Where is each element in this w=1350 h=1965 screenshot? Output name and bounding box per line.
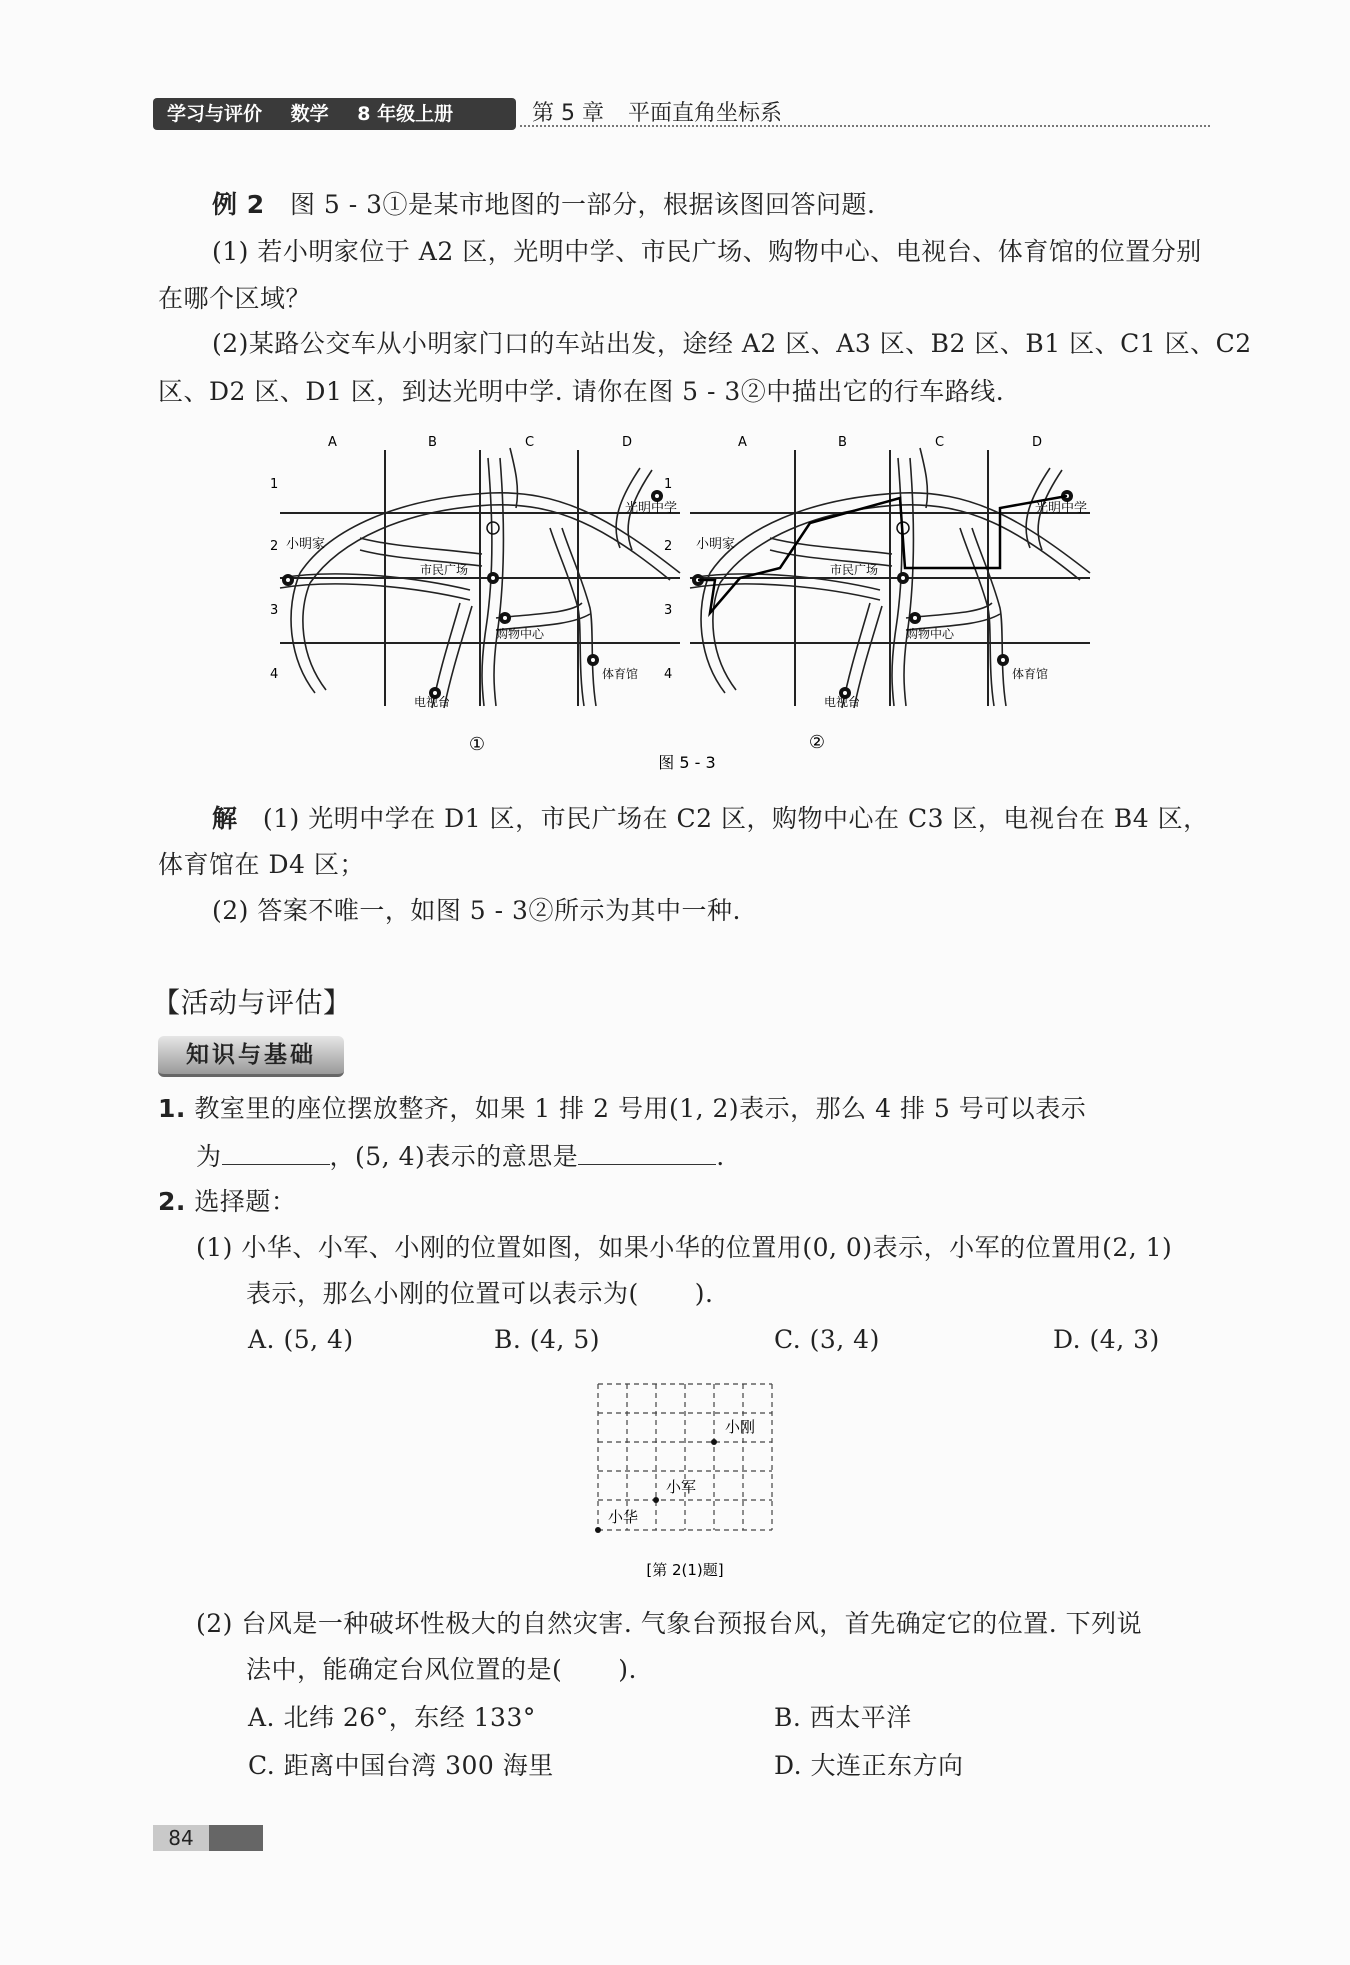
row-label: 4 bbox=[270, 667, 279, 682]
place-xiaoming: 小明家 bbox=[286, 537, 326, 552]
q1-text: 教室里的座位摆放整齐，如果 1 排 2 号用(1, 2)表示，那么 4 排 5 号可以表示 bbox=[194, 1094, 1087, 1123]
q2-s2-line1: (2) 台风是一种破坏性极大的自然灾害. 气象台预报台风，首先确定它的位置. 下列说 bbox=[196, 1609, 1143, 1638]
col-label: A bbox=[738, 435, 747, 450]
col-label: D bbox=[622, 435, 633, 450]
q2-s1-option-d[interactable]: D. (4, 3) bbox=[1053, 1325, 1160, 1354]
header-chapter-title: 平面直角坐标系 bbox=[627, 101, 782, 126]
map-2 bbox=[664, 435, 1090, 753]
q2-s2-option-a[interactable]: A. 北纬 26°，东经 133° bbox=[248, 1703, 536, 1732]
col-label: A bbox=[328, 435, 337, 450]
q2-s1-text-b: ). bbox=[694, 1279, 714, 1308]
col-label: D bbox=[1032, 435, 1043, 450]
q1-text-a: 为 bbox=[196, 1142, 222, 1171]
place-guangming: 光明中学 bbox=[1035, 501, 1088, 516]
q2-number: 2. bbox=[158, 1187, 186, 1216]
col-label: B bbox=[838, 435, 847, 450]
q1-answer-blank-2[interactable] bbox=[578, 1140, 716, 1165]
label-xiaojun: 小军 bbox=[666, 1478, 697, 1496]
header-subject: 数学 bbox=[290, 103, 329, 125]
row-label: 3 bbox=[664, 603, 673, 618]
q2-s2-text-b: ). bbox=[618, 1655, 637, 1684]
q2-s2-line2 bbox=[246, 1654, 637, 1686]
q2-s1-option-a[interactable]: A. (5, 4) bbox=[248, 1325, 354, 1354]
place-tiyu: 体育馆 bbox=[1012, 667, 1049, 681]
header-book-title: 学习与评价 bbox=[167, 103, 263, 125]
row-label: 2 bbox=[664, 539, 673, 554]
grid-caption: [第 2(1)题] bbox=[646, 1561, 724, 1578]
place-guangming: 光明中学 bbox=[625, 501, 678, 516]
q1-line2 bbox=[196, 1140, 725, 1173]
place-shimin: 市民广场 bbox=[830, 563, 879, 577]
solution-label: 解 bbox=[212, 804, 238, 833]
point-xiaojun bbox=[653, 1497, 659, 1503]
q2-s1-option-c[interactable]: C. (3, 4) bbox=[774, 1325, 880, 1354]
q2-title-line bbox=[158, 1186, 296, 1218]
figure-5-3 bbox=[260, 428, 1100, 783]
solution-line2: 体育馆在 D4 区； bbox=[158, 850, 365, 879]
label-xiaogang: 小刚 bbox=[725, 1418, 756, 1436]
place-dianshi: 电视台 bbox=[823, 695, 861, 709]
q1-line1 bbox=[158, 1093, 1086, 1125]
q2-s2-option-c[interactable]: C. 距离中国台湾 300 海里 bbox=[248, 1751, 554, 1780]
q2-s2-option-d[interactable]: D. 大连正东方向 bbox=[774, 1751, 964, 1780]
solution-a1: (1) 光明中学在 D1 区，市民广场在 C2 区，购物中心在 C3 区，电视台在 B4 区， bbox=[262, 804, 1209, 833]
example-q1-line1: (1) 若小明家位于 A2 区，光明中学、市民广场、购物中心、电视台、体育馆的位置分别 bbox=[212, 237, 1202, 266]
col-label: C bbox=[935, 435, 945, 450]
q1-text-c: . bbox=[716, 1142, 725, 1171]
label-xiaohua: 小华 bbox=[608, 1508, 639, 1526]
map-1 bbox=[270, 435, 680, 755]
place-gouwu: 购物中心 bbox=[906, 627, 955, 641]
row-label: 1 bbox=[270, 477, 279, 492]
activity-subtitle: 知识与基础 bbox=[158, 1036, 344, 1077]
solution-line1 bbox=[212, 803, 1209, 835]
header-grade: 8 年级上册 bbox=[357, 103, 454, 125]
col-label: C bbox=[525, 435, 535, 450]
q2-s1-line2 bbox=[246, 1278, 713, 1310]
row-label: 3 bbox=[270, 603, 279, 618]
row-label: 1 bbox=[664, 477, 673, 492]
q2-s1-text-a: 表示，那么小刚的位置可以表示为( bbox=[246, 1279, 639, 1308]
map-1-label: ① bbox=[468, 734, 486, 755]
place-shimin: 市民广场 bbox=[420, 563, 469, 577]
header-dotted-rule bbox=[520, 125, 1210, 127]
q1-text-b: ，(5, 4)表示的意思是 bbox=[329, 1142, 579, 1171]
col-label: B bbox=[428, 435, 437, 450]
point-xiaohua bbox=[595, 1527, 601, 1533]
example-intro: 图 5 - 3①是某市地图的一部分，根据该图回答问题. bbox=[289, 190, 876, 219]
q2-s2-option-b[interactable]: B. 西太平洋 bbox=[774, 1703, 912, 1732]
place-gouwu: 购物中心 bbox=[496, 627, 545, 641]
q1-answer-blank-1[interactable] bbox=[222, 1140, 330, 1165]
q2-s1-option-b[interactable]: B. (4, 5) bbox=[494, 1325, 600, 1354]
example-intro-line bbox=[212, 189, 876, 221]
header-chapter-number: 第 5 章 bbox=[532, 101, 604, 126]
example-q1-line2: 在哪个区域？ bbox=[158, 284, 312, 313]
place-tiyu: 体育馆 bbox=[602, 667, 639, 681]
example-label: 例 2 bbox=[212, 190, 265, 219]
q2-s1-line1: (1) 小华、小军、小刚的位置如图，如果小华的位置用(0, 0)表示，小军的位置用(2, 1) bbox=[196, 1233, 1173, 1262]
header-book-tab bbox=[153, 98, 516, 130]
activity-title: 【活动与评估】 bbox=[152, 986, 352, 1019]
map-2-label: ② bbox=[808, 732, 826, 753]
example-q2-line2: 区、D2 区、D1 区，到达光明中学. 请你在图 5 - 3②中描出它的行车路线. bbox=[158, 377, 1005, 406]
solution-line3: (2) 答案不唯一，如图 5 - 3②所示为其中一种. bbox=[212, 896, 741, 925]
point-xiaogang bbox=[711, 1439, 717, 1445]
place-dianshi: 电视台 bbox=[413, 695, 451, 709]
q2-s2-text-a: 法中，能确定台风位置的是( bbox=[246, 1655, 563, 1684]
row-label: 2 bbox=[270, 539, 279, 554]
q2-title: 选择题： bbox=[194, 1187, 297, 1216]
figure-caption: 图 5 - 3 bbox=[658, 753, 716, 772]
q1-number: 1. bbox=[158, 1094, 186, 1123]
row-label: 4 bbox=[664, 667, 673, 682]
position-grid-figure bbox=[590, 1378, 790, 1578]
place-xiaoming: 小明家 bbox=[696, 537, 736, 552]
page-number: 84 bbox=[153, 1825, 209, 1851]
example-q2-line1: (2)某路公交车从小明家门口的车站出发，途经 A2 区、A3 区、B2 区、B1 区、C1 区、C2 bbox=[212, 329, 1252, 358]
